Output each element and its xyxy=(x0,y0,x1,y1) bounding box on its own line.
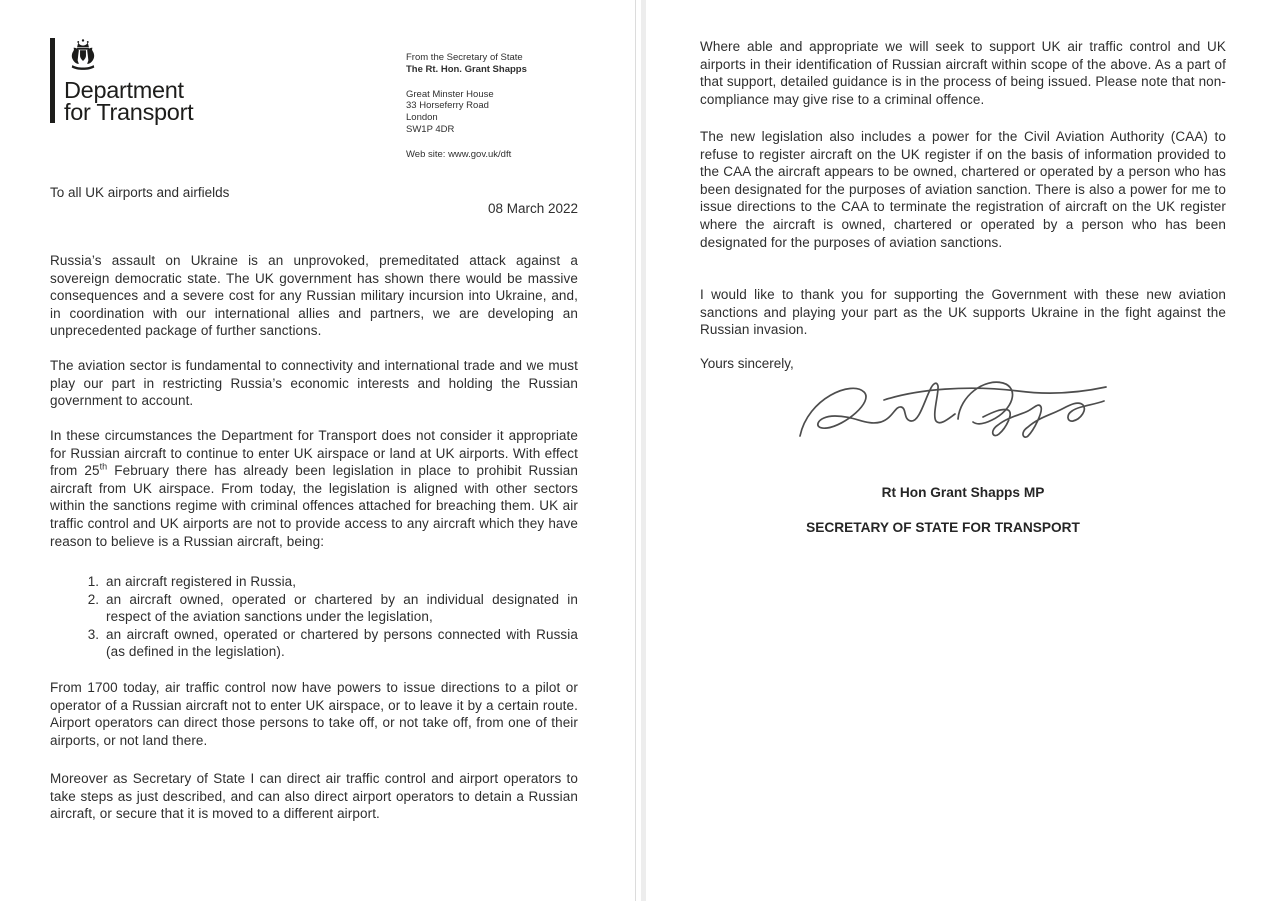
royal-coat-of-arms-icon xyxy=(64,38,193,77)
sender-address-line: 33 Horseferry Road xyxy=(406,100,489,112)
dft-logo-bar xyxy=(50,38,55,123)
logo-wordmark-line1: Department xyxy=(64,77,184,103)
paragraph-2: The aviation sector is fundamental to connectivity and international trade and we must play our part in restricting Russia’s economic interests and holding the Russian government to account. xyxy=(50,358,578,409)
recipient-line: To all UK airports and airfields xyxy=(50,185,230,200)
sender-address-line: London xyxy=(406,112,438,124)
signatory-title: SECRETARY OF STATE FOR TRANSPORT xyxy=(806,520,1080,535)
closing-salutation: Yours sincerely, xyxy=(700,356,794,371)
grant-shapps-handwritten-signature xyxy=(786,372,1126,469)
signatory-name: Rt Hon Grant Shapps MP xyxy=(881,485,1045,500)
letter-page-1 xyxy=(50,0,578,901)
list-item: 2. an aircraft owned, operated or chartered by an individual designated in respect of the aviation sanctions under the legislation, xyxy=(103,591,578,626)
sender-address-line: SW1P 4DR xyxy=(406,123,455,135)
logo-wordmark-line2: for Transport xyxy=(64,98,194,125)
paragraph-5: Moreover as Secretary of State I can direct air traffic control and airport operators to take steps as just described, and can also direct airport operators to detain a Russian aircraft, or secure that it is moved to a different airport. xyxy=(50,771,578,822)
page-divider-line xyxy=(635,0,636,901)
sender-address-block xyxy=(406,52,527,161)
dft-logo xyxy=(50,38,193,123)
paragraph-8: I would like to thank you for supporting the Government with these new aviation sanctions and playing your part as the UK supports Ukraine in the fight against the Russian invasion. xyxy=(700,287,1226,338)
paragraph-4: From 1700 today, air traffic control now have powers to issue directions to a pilot or operator of a Russian aircraft not to enter UK airspace, or to leave it by a certain route. Airport operators can direct those persons to take off, or not take off, from one of their airports, or not land there. xyxy=(50,680,578,748)
paragraph-6: Where able and appropriate we will seek to support UK air traffic control and UK airports in their identification of Russian aircraft within scope of the above. As a part of that support, detailed guidance is in the process of being issued. Please note that non-compliance may give rise to a criminal offence. xyxy=(700,39,1226,107)
letter-page-2 xyxy=(700,0,1226,901)
ordinal-superscript: th xyxy=(99,461,108,472)
paragraph-3-before: In these circumstances the Department for Transport does not consider it appropriate for Russian aircraft to continue to enter UK airspace or land at UK airports. With effect from 25 xyxy=(50,428,578,479)
sender-name: The Rt. Hon. Grant Shapps xyxy=(406,63,527,75)
paragraph-1: Russia’s assault on Ukraine is an unprovoked, premeditated attack against a sovereign democratic state. The UK government has shown there would be massive consequences and a severe cost for any Russian military incursion into Ukraine, and, in coordination with our international allies and partners, we are developing an unprecedented package of further sanctions. xyxy=(50,253,578,339)
sender-address-line: Great Minster House xyxy=(406,88,494,100)
page-divider-shadow xyxy=(641,0,646,901)
paragraph-3 xyxy=(50,427,578,550)
list-item: 3. an aircraft owned, operated or chartered by persons connected with Russia (as defined in the legislation). xyxy=(103,626,578,661)
aircraft-criteria-list xyxy=(50,573,578,661)
paragraph-3-after: February there has already been legislation in place to prohibit Russian aircraft from UK airspace. From today, the legislation is aligned with other sectors within the sanctions regime with criminal offences attached for breaching them. UK air traffic control and UK airports are not to provide access to any aircraft which they have reason to believe is a Russian aircraft, being: xyxy=(50,463,578,549)
sender-website: Web site: www.gov.uk/dft xyxy=(406,148,512,160)
sender-from-label: From the Secretary of State xyxy=(406,52,523,63)
letter-date: 08 March 2022 xyxy=(487,201,578,216)
paragraph-7: The new legislation also includes a power for the Civil Aviation Authority (CAA) to refuse to register aircraft on the UK register if on the basis of information provided to the CAA the aircraft appears to be owned, chartered or operated by a person who has been designated for the purposes of aviation sanction. There is also a power for me to issue directions to the CAA to terminate the registration of aircraft on the UK register where the aircraft is owned, chartered or operated by a person who has been designated for the purposes of aviation sanctions. xyxy=(700,129,1226,250)
list-item: 1. an aircraft registered in Russia, xyxy=(103,573,578,591)
